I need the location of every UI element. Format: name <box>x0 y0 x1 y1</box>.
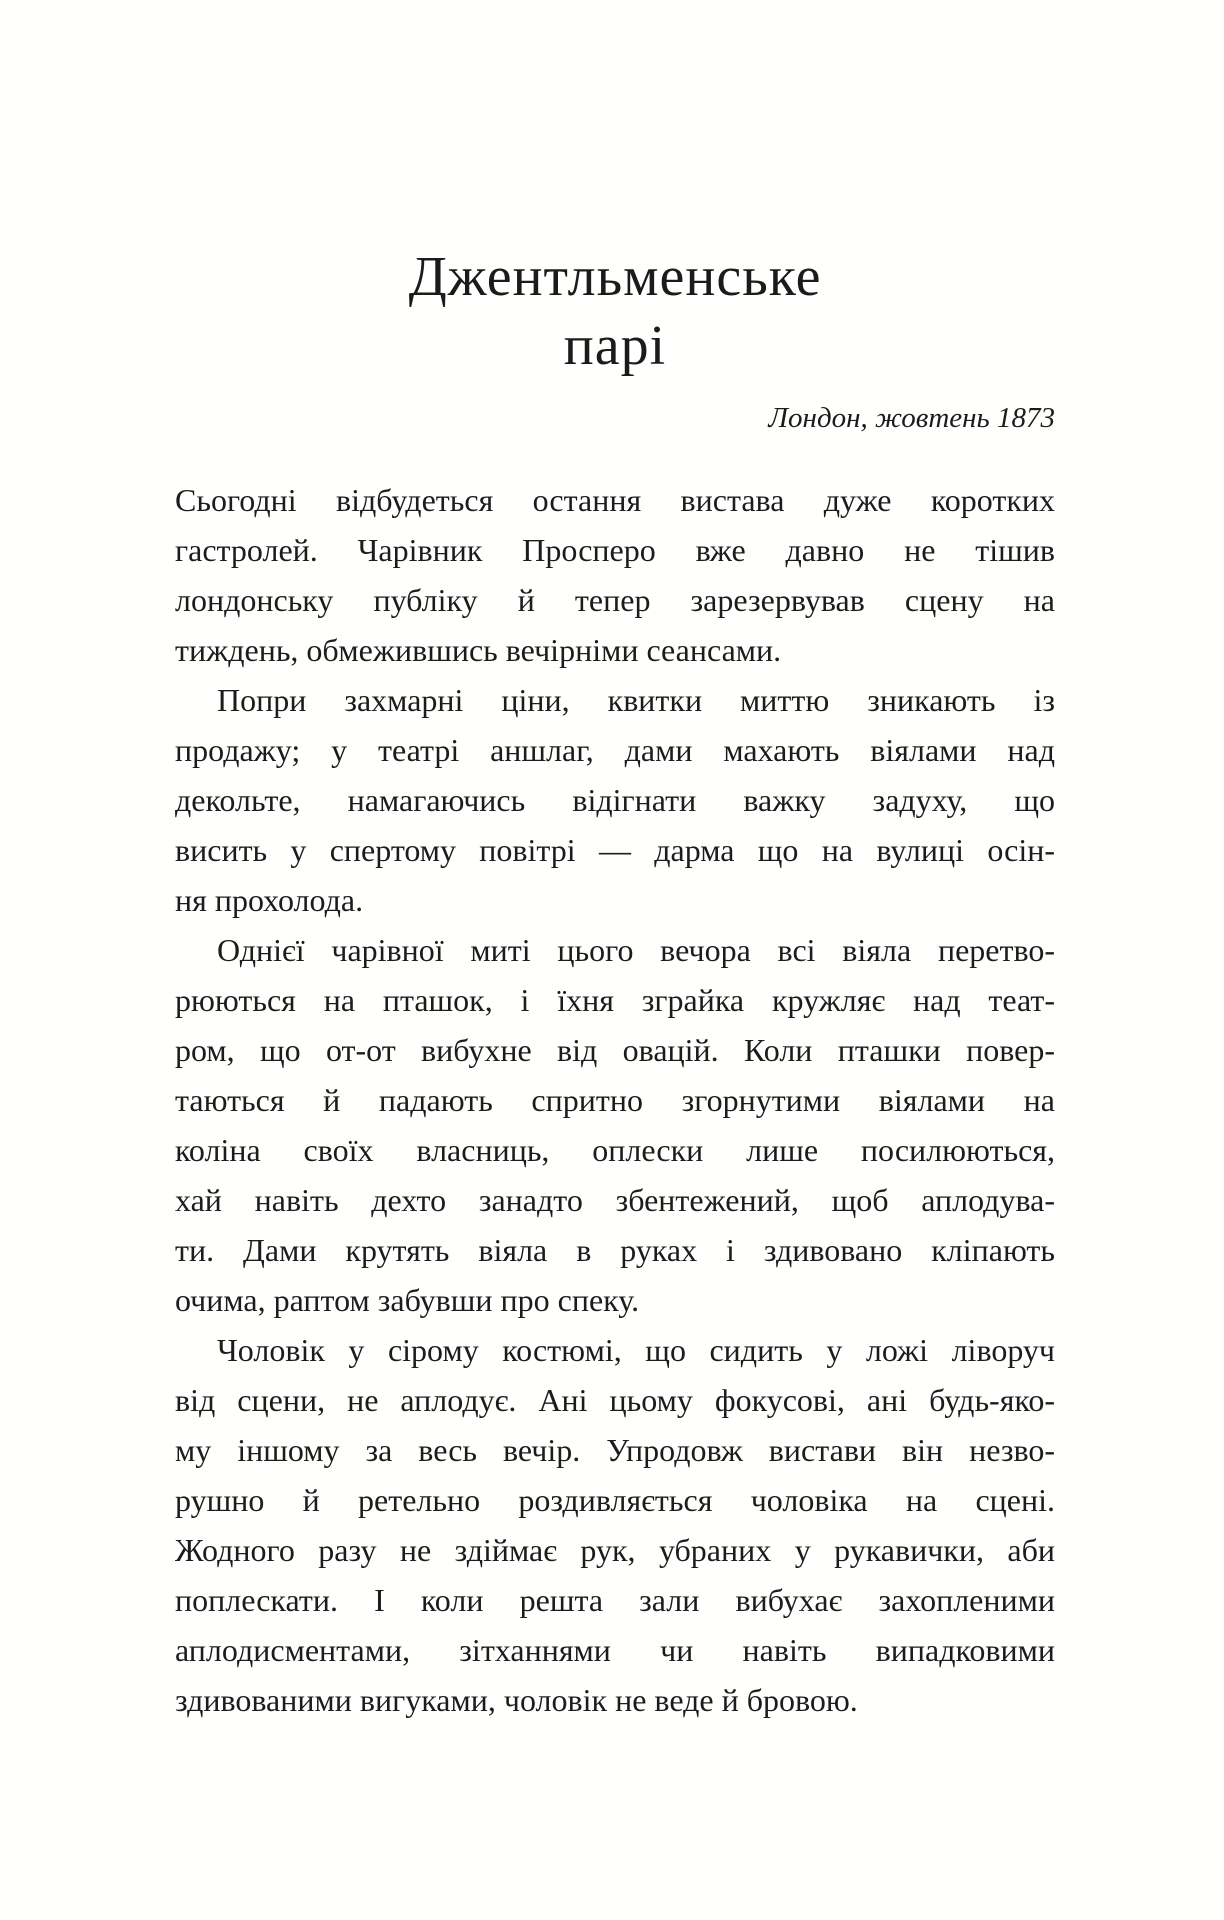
text-line: Чоловік у сірому костюмі, що сидить у ложі ліворуч <box>217 1332 1055 1368</box>
text-line: рушно й ретельно роздивляється чоловіка на сцені. <box>175 1482 1055 1518</box>
text-line: коліна своїх власниць, оплески лише посилюються, <box>175 1132 1055 1168</box>
paragraph <box>175 925 1055 1325</box>
text-line: тиждень, обмежившись вечірніми сеансами. <box>175 632 782 668</box>
text-line: від сцени, не аплодує. Ані цьому фокусові, ані будь-яко- <box>175 1382 1055 1418</box>
paragraph <box>175 1325 1055 1725</box>
chapter-title <box>175 243 1055 381</box>
text-line: висить у спертому повітрі — дарма що на вулиці осін- <box>175 832 1055 868</box>
text-line: Сьогодні відбудеться остання вистава дуже коротких <box>175 482 1055 518</box>
text-line: продажу; у театрі аншлаг, дами махають віялами над <box>175 732 1055 768</box>
chapter-title-line-2: парі <box>563 315 667 377</box>
text-line: ня прохолода. <box>175 882 364 918</box>
chapter-header <box>175 0 1055 435</box>
text-line: Попри захмарні ціни, квитки миттю зникають із <box>217 682 1055 718</box>
text-line: му іншому за весь вечір. Упродовж вистави він незво- <box>175 1432 1055 1468</box>
text-line: ром, що от-от вибухне від овацій. Коли пташки повер- <box>175 1032 1055 1068</box>
chapter-dateline: Лондон, жовтень 1873 <box>768 402 1055 434</box>
text-line: ти. Дами крутять віяла в руках і здивовано кліпають <box>175 1232 1055 1268</box>
text-line: Жодного разу не здіймає рук, убраних у рукавички, аби <box>175 1532 1055 1568</box>
text-line: таються й падають спритно згорнутими віялами на <box>175 1082 1055 1118</box>
text-line: Однієї чарівної миті цього вечора всі віяла перетво- <box>217 932 1055 968</box>
text-line: гастролей. Чарівник Просперо вже давно не тішив <box>175 532 1055 568</box>
text-line: рюються на пташок, і їхня зграйка кружляє над теат- <box>175 982 1055 1018</box>
paragraph <box>175 675 1055 925</box>
text-line: здивованими вигуками, чоловік не веде й бровою. <box>175 1682 858 1718</box>
text-line: поплескати. І коли решта зали вибухає захопленими <box>175 1582 1055 1618</box>
text-line: декольте, намагаючись відігнати важку задуху, що <box>175 782 1055 818</box>
text-line: аплодисментами, зітханнями чи навіть випадковими <box>175 1632 1055 1668</box>
text-block <box>175 0 1055 1725</box>
chapter-body <box>175 475 1055 1725</box>
text-line: лондонську публіку й тепер зарезервував сцену на <box>175 582 1055 618</box>
paragraph <box>175 475 1055 675</box>
text-line: очима, раптом забувши про спеку. <box>175 1282 640 1318</box>
chapter-title-line-1: Джентльменське <box>408 246 822 308</box>
text-line: хай навіть дехто занадто збентежений, щоб аплодува- <box>175 1182 1055 1218</box>
